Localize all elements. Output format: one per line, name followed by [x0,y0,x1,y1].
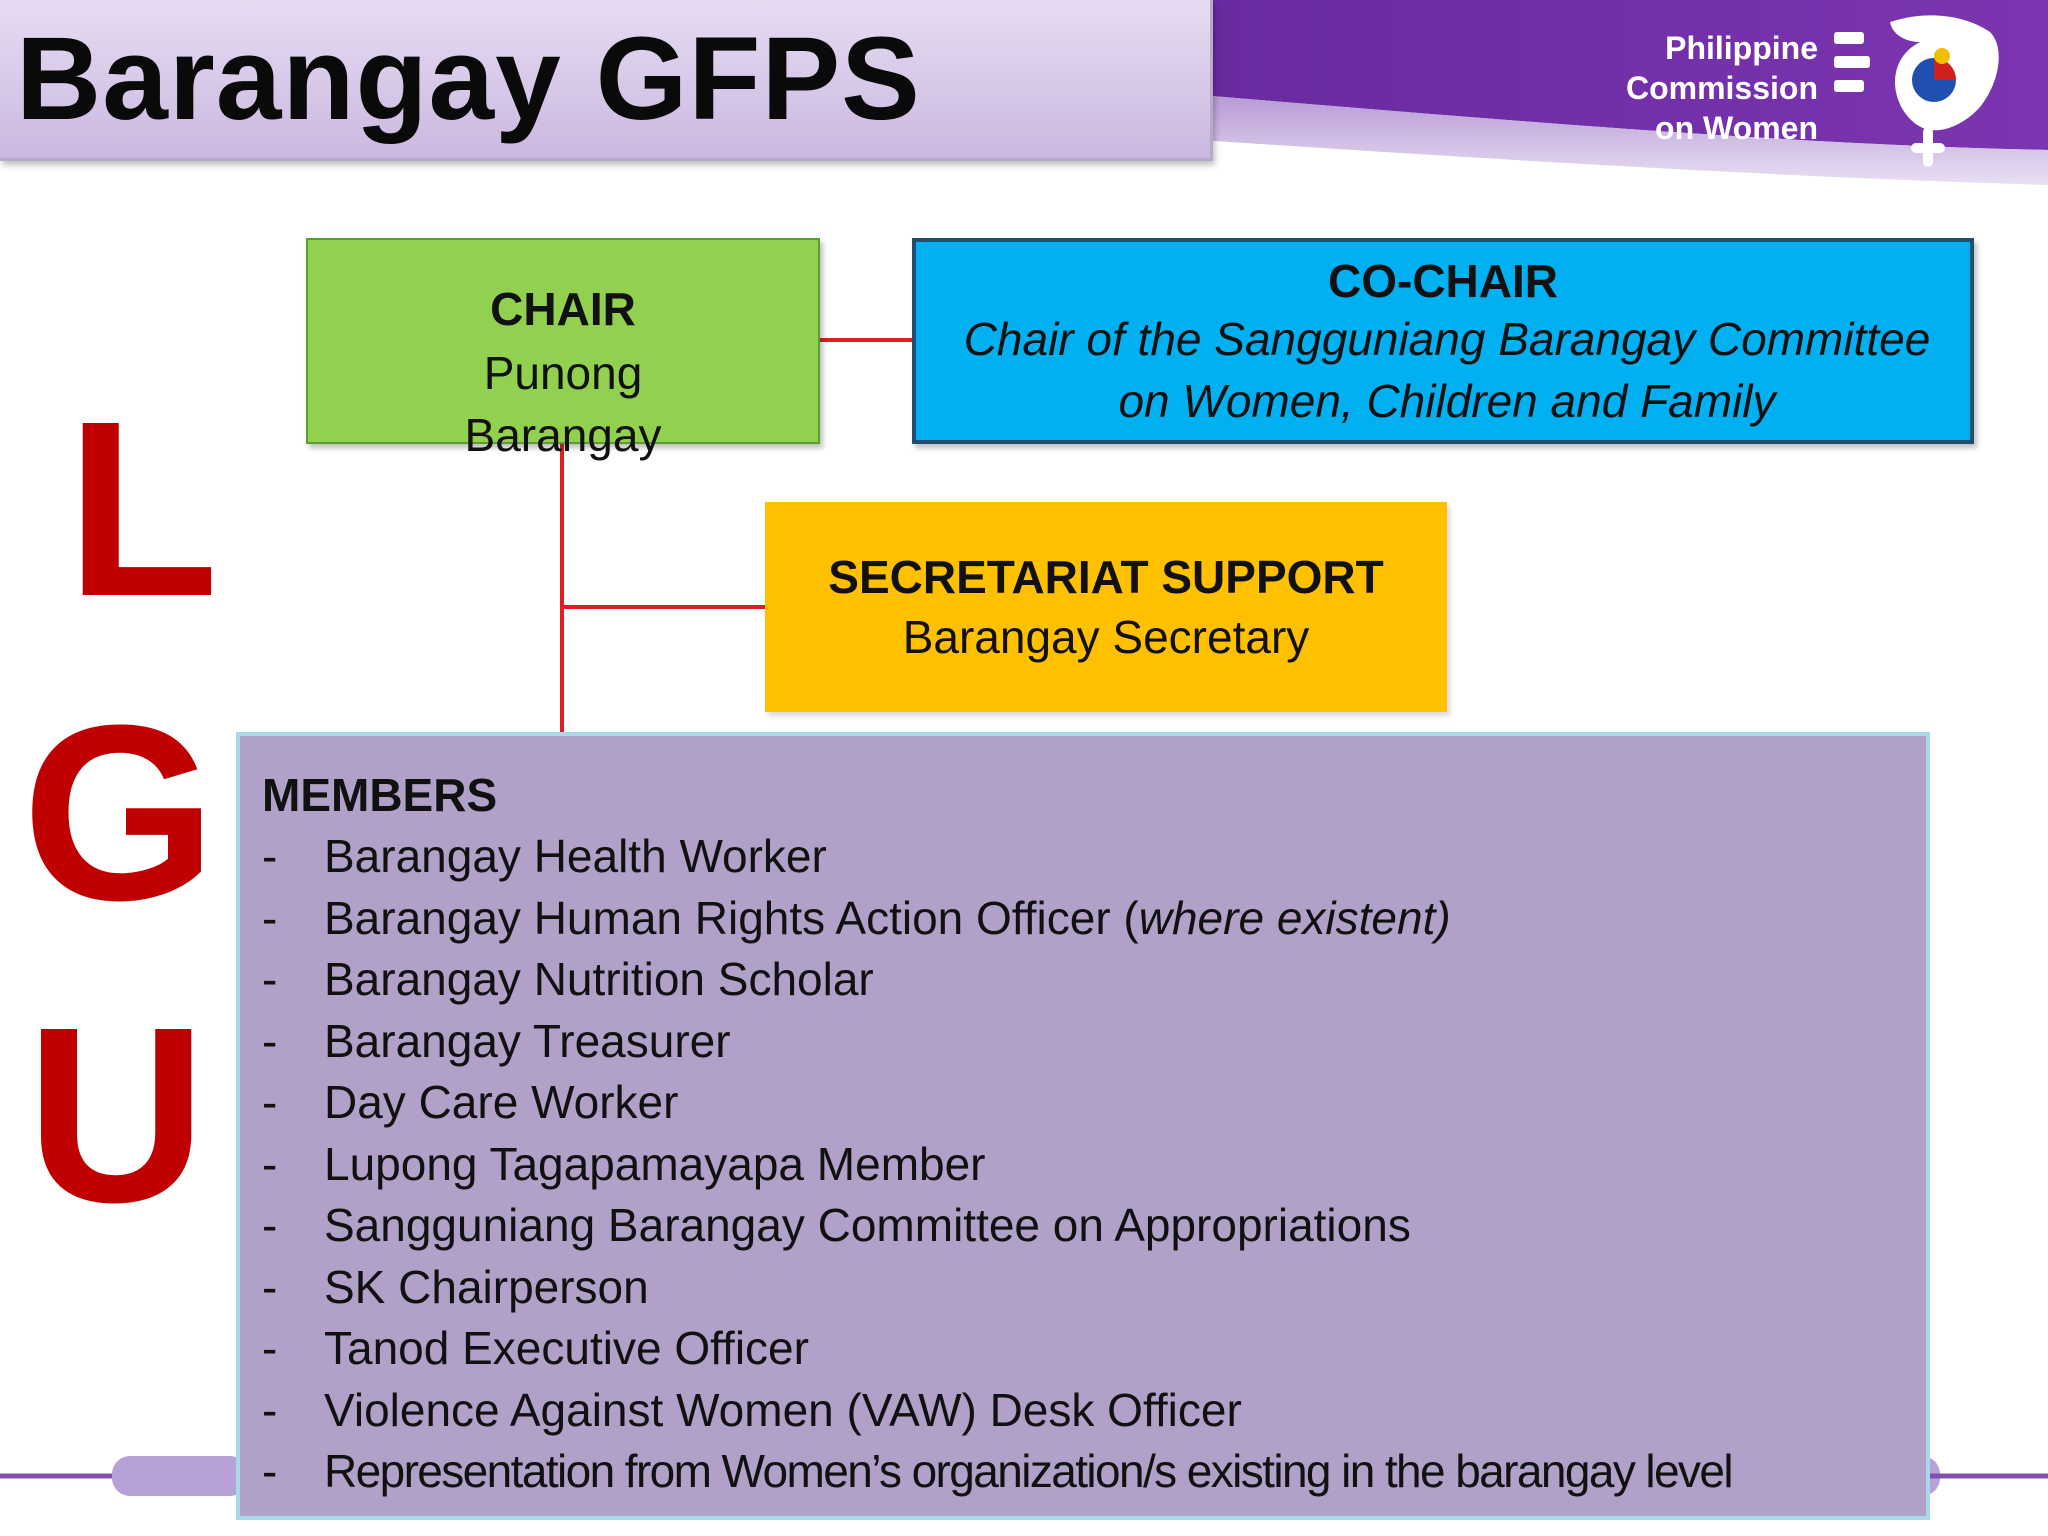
chair-title: CHAIR [490,283,636,335]
organization-name-line: Commission [1625,70,1818,106]
member-bullet: - [262,953,278,1005]
chair-box [306,238,820,461]
cochair-subtitle: Chair of the Sangguniang Barangay Committee on Women, Children and Family [963,313,1931,427]
secretariat-box [765,502,1447,712]
cochair-title: CO-CHAIR [1328,255,1558,307]
lgu-letter-g: G [22,673,217,952]
member-text: Lupong Tagapamayapa Member [324,1137,986,1190]
secretariat-subtitle: Barangay Secretary [902,611,1310,663]
member-bullet: - [262,1199,278,1251]
cochair-box [912,238,1974,444]
secretariat-title: SECRETARIAT SUPPORT [828,551,1384,603]
member-text: Barangay Nutrition Scholar [324,953,874,1005]
member-text [324,888,1451,949]
member-text: Barangay Health Worker [324,830,827,882]
member-bullet: - [262,1445,278,1497]
member-bullet: - [262,1014,278,1067]
member-text: Barangay Treasurer [324,1014,731,1067]
organization-name-line: Philippine [1665,30,1818,66]
member-text-note: where existent) [1138,891,1451,944]
member-bullet: - [262,891,278,944]
member-text: Day Care Worker [324,1076,679,1128]
lgu-letter-u: U [26,975,207,1254]
slide-title: Barangay GFPS [16,13,921,145]
member-text-main: Barangay Human Rights Action Officer ( [324,891,1139,944]
member-bullet: - [262,1137,278,1190]
member-bullet: - [262,1383,278,1436]
members-heading [262,764,498,826]
member-text: SK Chairperson [324,1260,649,1313]
member-text: Violence Against Women (VAW) Desk Officer [324,1383,1242,1436]
member-bullet: - [262,830,278,882]
organization-name-line: on Women [1655,110,1818,146]
member-bullet: - [262,1260,278,1313]
member-bullet: - [262,1322,278,1374]
members-heading-text: MEMBERS [262,769,498,821]
member-text: Sangguniang Barangay Committee on Appropriations [324,1199,1411,1251]
members-box [236,732,1930,1520]
chair-subtitle: Punong Barangay [464,347,662,461]
member-text: Representation from Women’s organization/s existing in the barangay level [324,1445,1733,1497]
member-text: Tanod Executive Officer [324,1322,809,1374]
lgu-letter-l: L [66,369,219,648]
member-bullet: - [262,1076,278,1128]
